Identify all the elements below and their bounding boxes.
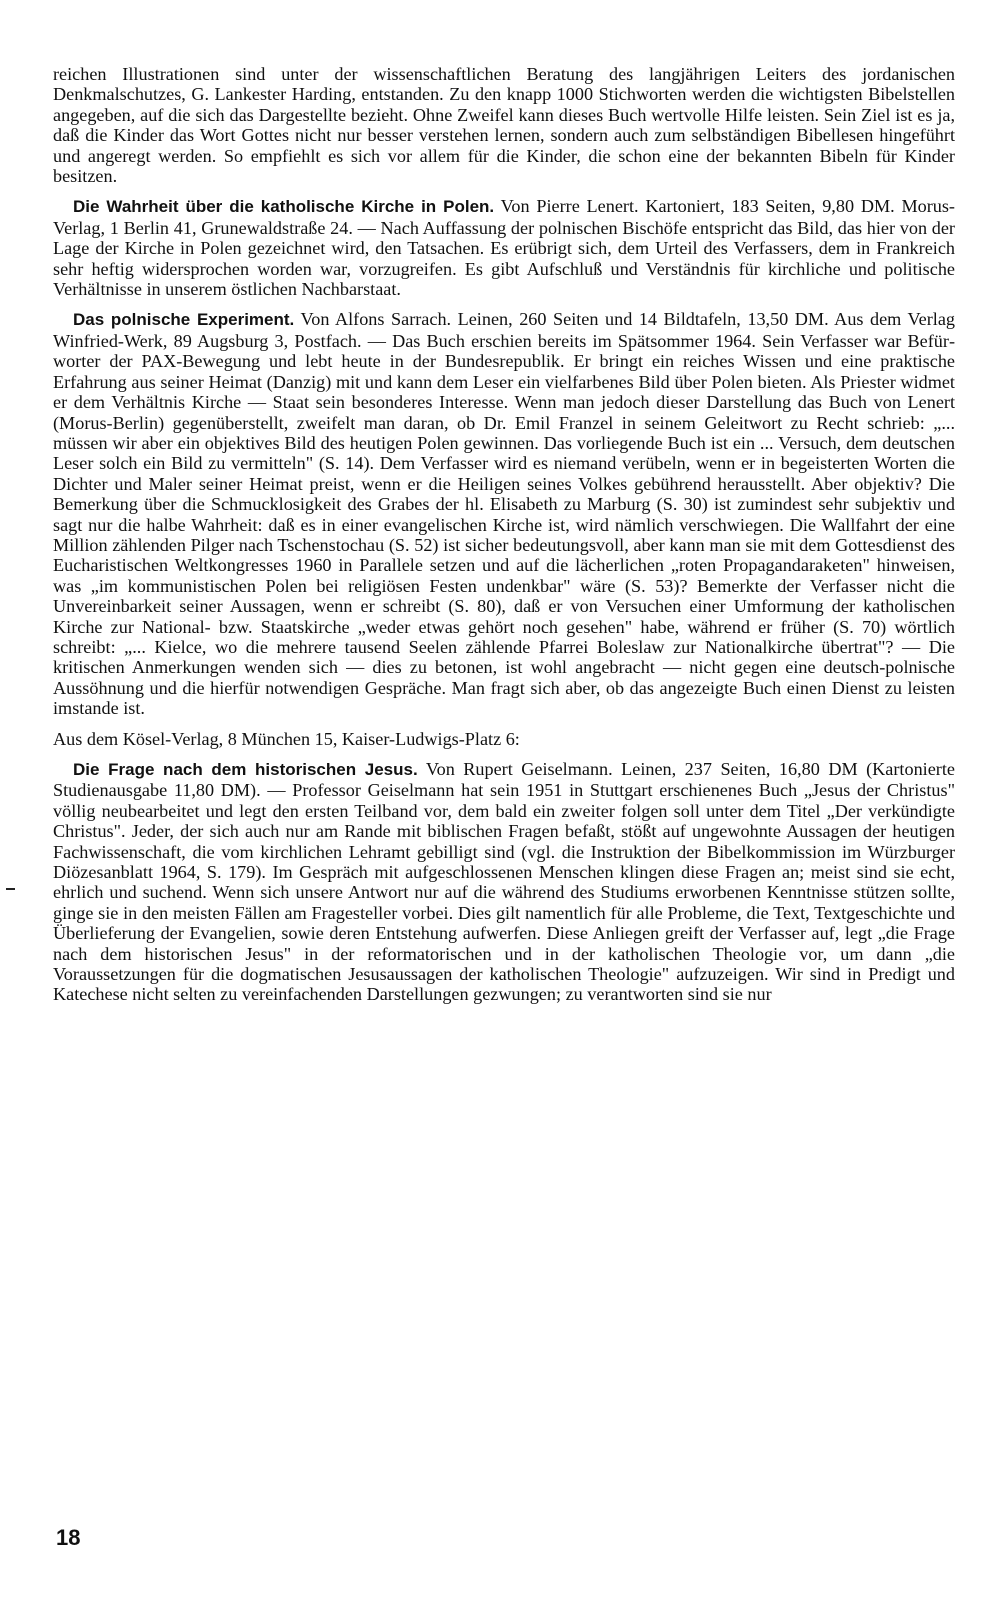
review-title: Das polnische Experiment. xyxy=(73,310,295,330)
review-sarrach xyxy=(53,309,955,718)
continuation-paragraph: reichen Illustrationen sind unter der wissenschaftlichen Beratung des langjährigen Leiters des jordanischen Denkmalschutzes, G. Lankester Harding, entstanden. Zu den knapp 1000 Stichworten werden die wichtigsten Bibelstellen angegeben, auf die sich das Dargestellte bezieht. Ohne Zweifel kann dieses Buch wertvolle Hilfe leisten. Sein Ziel ist es ja, daß die Kinder das Wort Gottes nicht nur besser verstehen lernen, sondern auch zum selbständigen Bibellesen hingeführt und angeregt werden. So empfiehlt es sich vor allem für die Kinder, die schon eine der bekannten Bibeln für Kinder besitzen. xyxy=(53,64,955,187)
review-body: Von Pierre Lenert. Kartoniert, 183 Seiten, 9,80 DM. Morus-Verlag, 1 Berlin 41, Grunewaldstraße 24. — Nach Auffassung der polnischen Bischöfe entspricht das Bild, das hier von der Lage der Kirche in Polen gezeichnet wird, den Tatsachen. Es erübrigt sich, dem Urteil des Verfassers, dem in Frankreich sehr heftig widersprochen worden war, vorzugreifen. Es gibt Aufschluß und Verständnis für kirchliche und politische Verhältnisse in unserem östlichen Nachbarstaat. xyxy=(53,196,955,300)
publisher-heading: Aus dem Kösel-Verlag, 8 München 15, Kaiser-Ludwigs-Platz 6: xyxy=(53,728,520,749)
review-body: Von Alfons Sarrach. Leinen, 260 Seiten und 14 Bildtafeln, 13,50 DM. Aus dem Verlag Winfried-Werk, 89 Augsburg 3, Postfach. — Das Buch erschien bereits im Spätsommer 1964. Sein Verfasser war Befürworter der PAX-Bewegung und lebt heute in der Bundesrepublik. Er bringt ein reiches Wissen und eine praktische Erfahrung aus seiner Heimat (Danzig) mit und kann dem Leser ein vielfarbenes Bild über Polen bieten. Als Priester widmet er dem Verhältnis Kirche — Staat sein besonderes Interesse. Wenn man jedoch dieser Darstellung das Buch von Lenert (Morus-Berlin) gegenüberstellt, zweifelt man daran, ob Dr. Emil Franzel in seinem Geleitwort zu Recht schrieb: „... müssen wir aber ein objektives Bild des heutigen Polen gewinnen. Das vorliegende Buch ist ein ... Versuch, dem deutschen Leser solch ein Bild zu vermitteln" (S. 14). Dem Verfasser wird es niemand verübeln, wenn er in begeisterten Worten die Dichter und Maler seiner Heimat preist, wenn er die Heiligen seines Volkes gebührend herausstellt. Aber objektiv? Die Bemerkung über die Schmucklosigkeit des Grabes der hl. Elisabeth zu Marburg (S. 30) ist zumindest sehr subjektiv und sagt nur die halbe Wahrheit: daß es in einer evangelischen Kirche ist, wird nämlich verschwiegen. Die Wallfahrt der eine Million zählenden Pilger nach Tschenstochau (S. 52) ist sicher bedeutungsvoll, aber kann man sie mit dem Gottesdienst des Eucharistischen Weltkongresses 1960 in Parallele setzen und auf die lächerlichen „roten Propagandaraketen" hinweisen, was „im kommunistischen Polen bei religiösen Festen undenkbar" wäre (S. 53)? Bemerkte der Verfasser nicht die Unvereinbarkeit seiner Aussagen, wenn er schreibt (S. 80), daß er von Versuchen einer Umformung der katholischen Kirche zur National- bzw. Staatskirche „weder etwas gehört noch gesehen" habe, während er früher (S. 70) wörtlich schreibt: „... Kielce, wo die mehrere tausend Seelen zählende Pfarrei Boleslaw zur Nationalkirche übertrat"? — Die kritischen Anmerkungen wenden sich — dies zu betonen, ist wohl angebracht — nicht gegen eine deutsch-polnische Aussöhnung und die hierfür notwendigen Gespräche. Man fragt sich aber, ob das angezeigte Buch einen Dienst zu leisten imstande ist. xyxy=(53,309,955,719)
review-body: Von Rupert Geiselmann. Leinen, 237 Seiten, 16,80 DM (Kartonierte Studienausgabe 11,80 DM). — Professor Geiselmann hat sein 1951 in Stuttgart erschienenes Buch „Jesus der Christus" völlig neubearbeitet und legt den ersten Teilband vor, dem bald ein zweiter folgen soll unter dem Titel „Der verkündigte Christus". Jeder, der sich auch nur am Rande mit biblischen Fragen befaßt, stößt auf ungewohnte Aussagen der heutigen Fachwissenschaft, die vom kirchlichen Lehramt gebilligt sind (vgl. die Instruktion der Bibelkommission im Würzburger Diözesanblatt 1964, S. 179). Im Gespräch mit aufgeschlossenen Menschen klingen diese Fragen an; meist sind sie echt, ehrlich und suchend. Wenn sich unsere Antwort nur auf die während des Studiums erworbenen Kenntnisse stützen sollte, ginge sie in den meisten Fällen am Fragesteller vorbei. Dies gilt namentlich für alle Probleme, die Text, Textgeschichte und Überlieferung der Evangelien, sowie deren Entstehung aufwerfen. Diese Anliegen greift der Verfasser auf, legt „die Frage nach dem historischen Jesus" in der reformatorischen und in der katholischen Theologie vor, um dann „die Voraussetzungen für die dogmatischen Jesusaussagen der katholischen Theologie" aufzuzeigen. Wir sind in Predigt und Katechese nicht selten zu vereinfachenden Darstellungen gezwungen; zu verantworten sind sie nur xyxy=(53,759,955,1005)
page-number: 18 xyxy=(56,1525,81,1550)
review-lenert xyxy=(53,196,955,299)
review-title: Die Wahrheit über die katholische Kirche in Polen. xyxy=(73,197,495,217)
page-text-block xyxy=(53,64,955,1005)
review-geiselmann xyxy=(53,759,955,1005)
margin-mark xyxy=(6,888,15,890)
review-title: Die Frage nach dem historischen Jesus. xyxy=(73,760,418,779)
